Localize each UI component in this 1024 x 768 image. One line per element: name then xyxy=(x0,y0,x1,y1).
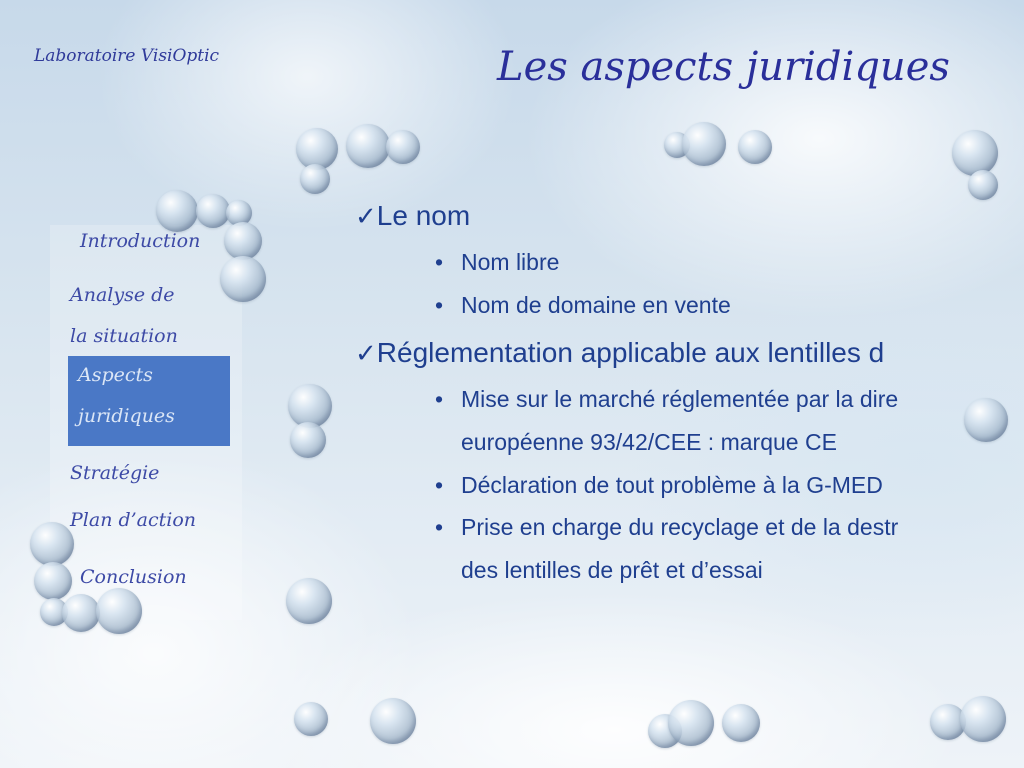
bubble-icon xyxy=(196,194,230,228)
bubble-icon xyxy=(386,130,420,164)
bubble-icon xyxy=(370,698,416,744)
list-item-continuation: des lentilles de prêt et d’essai xyxy=(461,557,763,583)
bubble-icon xyxy=(34,562,72,600)
list-item-text: Nom libre xyxy=(461,249,560,275)
bubble-icon xyxy=(722,704,760,742)
list-item xyxy=(435,470,883,500)
bubble-icon xyxy=(682,122,726,166)
bubble-icon xyxy=(290,422,326,458)
slide-title: Les aspects juridiques xyxy=(497,44,950,90)
lab-name: Laboratoire VisiOptic xyxy=(34,46,220,66)
bubble-icon xyxy=(286,578,332,624)
bullet-icon: • xyxy=(435,292,444,318)
bullet-icon: • xyxy=(435,472,444,498)
bubble-icon xyxy=(294,702,328,736)
list-item-text: Mise sur le marché réglementée par la dire xyxy=(461,386,899,412)
bubble-icon xyxy=(62,594,100,632)
check-mark-icon: ✓ xyxy=(355,202,377,232)
bubble-icon xyxy=(30,522,74,566)
list-item-text: Déclaration de tout problème à la G-MED xyxy=(461,472,883,498)
list-item xyxy=(435,384,898,414)
bubble-icon xyxy=(668,700,714,746)
bubble-icon xyxy=(952,130,998,176)
nav-item-plan-action[interactable] xyxy=(70,500,196,541)
bubble-icon xyxy=(300,164,330,194)
nav-item-label: Stratégie xyxy=(70,462,160,484)
nav-item-aspects-juridiques[interactable] xyxy=(68,356,230,446)
nav-item-label: Aspects xyxy=(78,364,153,386)
bubble-icon xyxy=(346,124,390,168)
bullet-icon: • xyxy=(435,386,444,412)
list-item xyxy=(435,512,898,542)
list-item-continuation: européenne 93/42/CEE : marque CE xyxy=(461,429,837,455)
section-heading xyxy=(355,198,470,235)
nav-item-label: Conclusion xyxy=(80,566,187,588)
nav-item-label: juridiques xyxy=(78,405,175,427)
bubble-icon xyxy=(224,222,262,260)
check-mark-icon: ✓ xyxy=(355,339,377,369)
section-heading-text: Réglementation applicable aux lentilles d xyxy=(376,337,885,368)
bullet-icon: • xyxy=(435,514,444,540)
list-item xyxy=(435,290,731,320)
section-heading-text: Le nom xyxy=(376,200,471,231)
nav-item-conclusion[interactable] xyxy=(80,557,187,598)
bubble-icon xyxy=(220,256,266,302)
nav-item-introduction[interactable] xyxy=(80,221,200,262)
section-heading xyxy=(355,335,884,372)
list-item-text: Prise en charge du recyclage et de la destr xyxy=(461,514,899,540)
bubble-icon xyxy=(960,696,1006,742)
nav-item-label: Plan d’action xyxy=(70,509,197,531)
slide-content xyxy=(355,196,1024,616)
nav-item-label: Introduction xyxy=(80,230,201,252)
list-item-text: Nom de domaine en vente xyxy=(461,292,731,318)
bullet-icon: • xyxy=(435,249,444,275)
nav-item-label: Analyse de xyxy=(70,284,175,306)
nav-item-strategie[interactable] xyxy=(70,453,159,494)
bubble-icon xyxy=(738,130,772,164)
list-item xyxy=(435,247,559,277)
nav-item-analyse[interactable] xyxy=(70,275,178,357)
nav-item-label: la situation xyxy=(70,325,178,347)
